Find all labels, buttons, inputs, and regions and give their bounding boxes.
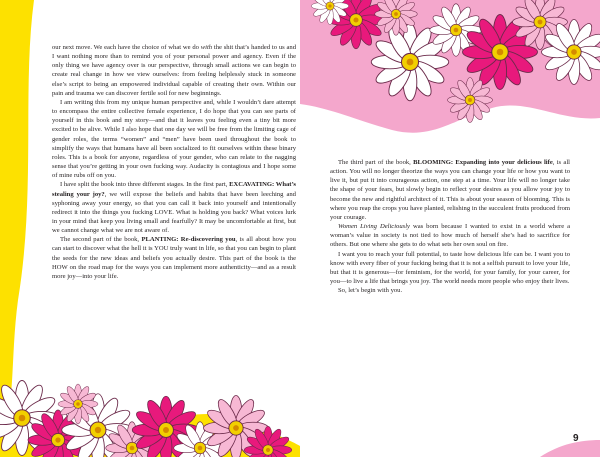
paragraph: Women Living Deliciously was born because I wanted to exist in a world where a woman’s value in society is not tied to how much of herself she’s had to sacrifice for others. But one where she gets to do what sets her own soul on fire.	[330, 223, 571, 249]
paragraph: I want you to reach your full potential, to taste how delicious life can be. I want you to know with every fiber of your fucking being that it is not a selfish pursuit to love your life, but that it is generous—for feminism, for the world, for your family, for your career, for you—to live a life that brings you joy. The world needs more people who enjoy their lives.	[330, 250, 570, 286]
paragraph: So, let’s begin with you.	[338, 287, 403, 295]
paragraph: I have split the book into three different stages. In the first part, EXCAVATING: What’s stealing your joy?, we will expose the beliefs and habits that have been leeching and syphoning away your energy, so that you can call it back into yourself and intentionally redirect it into the things you fucking LOVE. What is holding you back? What voices lurk in your mind that keep you living small and fearfully? It may be uncomfortable at first, but we cannot change what we are not aware of.	[52, 181, 297, 235]
page-number: 9	[573, 433, 579, 444]
paragraph: I am writing this from my unique human perspective and, while I wouldn’t dare attempt to encompass the entire collective female experience, I do hope that you can see parts of yourself in this book and my story—and that it leaves you feeling even a tiny bit more excited to be alive. While I also hope that one day we will be free from the limiting cage of gender roles, the terms “women” and “men” have been used throughout the book to simplify the ways that humans have all been socialized to fit ourselves within these binary roles. This is a book for anyone, regardless of your gender, who can relate to the nagging sense that you’re getting in your own fucking way. Audacity is contagious and I hope some of mine rubs off on you.	[52, 98, 296, 180]
left-page-text	[52, 43, 296, 281]
paragraph: The third part of the book, BLOOMING: Expanding into your delicious life, is all action. You will no longer theorize the ways you can change your life or how you want to live it, but put it into courageous action, one step at a time. Your life will no longer take the shape of your fears, but slowly begin to reflect your desires as you allow your joy to become the new and rightful architect of it. This is about your season of blooming. This is where you reap the crops you have planted, relishing in the succulent fruits produced from your courage.	[330, 159, 570, 221]
right-page-text	[330, 158, 570, 295]
paragraph: our next move. We each have the choice of what we do with the shit that’s handed to us and I want nothing more than to remind you of your personal power and agency. Even if the only thing we have agency over is our perspective, through small actions we can begin to create real change in how we view ourselves: from feeling helplessly stuck in someone else’s script to being an empowered individual capable of creating their own. Within our pain and trauma we can discover fertile soil for new beginnings.	[52, 44, 297, 97]
paragraph: The second part of the book, PLANTING: Re-discovering you, is all about how you can start to discover what the hell it is YOU truly want in life, so that you can begin to plant the seeds for the new ideas and beliefs you actually desire. This part of the book is the HOW on the road map for the ways you can implement more authenticity—and as a result more joy—into your life.	[52, 236, 296, 280]
